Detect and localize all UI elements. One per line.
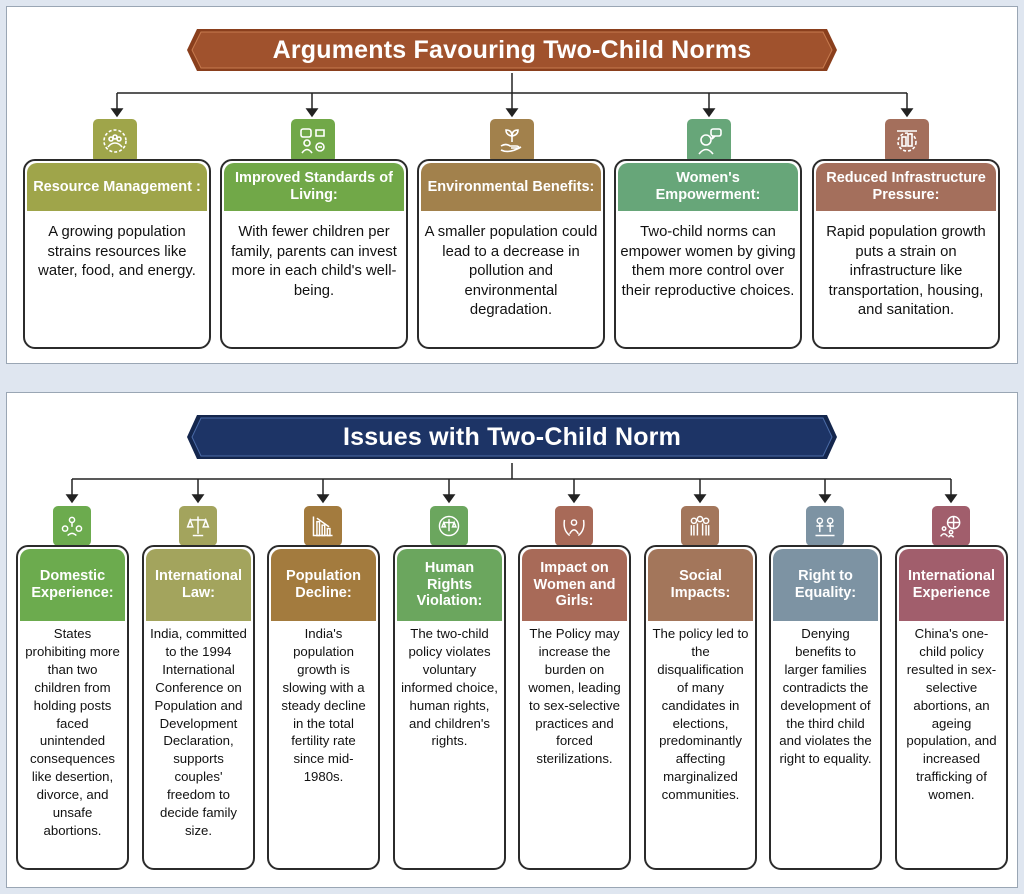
- gear-people-icon: [93, 119, 137, 163]
- declining-chart-icon: [304, 506, 342, 546]
- card-title: Human Rights Violation:: [397, 549, 502, 621]
- card-text: India's population growth is slowing with a steady decline in the total fertility rate since mid-1980s.: [281, 626, 366, 785]
- card-text: A growing population strains resources like water, food, and energy.: [38, 224, 196, 280]
- card-text: Two-child norms can empower women by giving them more control over their reproductive choices.: [620, 224, 796, 299]
- top-banner-title: Arguments Favouring Two-Child Norms: [272, 35, 752, 64]
- card-text: A smaller population could lead to a decrease in pollution and environmental degradation.: [424, 224, 598, 319]
- equality-people-icon: [806, 506, 844, 546]
- top-banner: [185, 25, 839, 75]
- card-domestic-experience: [16, 545, 129, 870]
- card-international-experience: [895, 545, 1008, 870]
- card-text: Denying benefits to larger families contradicts the development of the third child and violates the right to equality.: [779, 626, 872, 767]
- family-lifestyle-icon: [291, 119, 335, 163]
- bottom-banner: [185, 411, 839, 463]
- card-title: Women's Empowerment:: [618, 163, 798, 211]
- card-text: The two-child policy violates voluntary informed choice, human rights, and children's rights.: [401, 626, 498, 749]
- card-title: Reduced Infrastructure Pressure:: [816, 163, 996, 211]
- card-text: States prohibiting more than two children from holding posts faced unintended consequences like desertion, divorce, and unsafe abortions.: [25, 626, 120, 838]
- card-text: Rapid population growth puts a strain on infrastructure like transportation, housing, and sanitation.: [826, 224, 986, 319]
- globe-people-icon: [932, 506, 970, 546]
- card-title: International Law:: [146, 549, 251, 621]
- card-impact-on-women-and-girls: [518, 545, 631, 870]
- card-title: Social Impacts:: [648, 549, 753, 621]
- card-text: China's one-child policy resulted in sex-selective abortions, an ageing population, and increased trafficking of women.: [906, 626, 997, 803]
- card-text: The Policy may increase the burden on women, leading to sex-selective practices and forced sterilizations.: [528, 626, 621, 767]
- card-right-to-equality: [769, 545, 882, 870]
- card-international-law: [142, 545, 255, 870]
- card-title: Domestic Experience:: [20, 549, 125, 621]
- family-circle-icon: [53, 506, 91, 546]
- card-population-decline: [267, 545, 380, 870]
- scales-icon: [179, 506, 217, 546]
- issues-panel: [6, 392, 1018, 888]
- card-environmental-benefits: [417, 159, 605, 349]
- card-reduced-infrastructure-pressure: [812, 159, 1000, 349]
- card-title: International Experience: [899, 549, 1004, 621]
- card-text: With fewer children per family, parents can invest more in each child's well-being.: [231, 224, 397, 299]
- card-title: Right to Equality:: [773, 549, 878, 621]
- card-title: Environmental Benefits:: [421, 163, 601, 211]
- protected-women-icon: [555, 506, 593, 546]
- card-improved-standards-of-living: [220, 159, 408, 349]
- card-resource-management: [23, 159, 211, 349]
- hand-plant-icon: [490, 119, 534, 163]
- card-womens-empowerment: [614, 159, 802, 349]
- infrastructure-gear-icon: [885, 119, 929, 163]
- card-title: Population Decline:: [271, 549, 376, 621]
- card-title: Resource Management :: [27, 163, 207, 211]
- card-text: India, committed to the 1994 International Conference on Population and Development Declaration, supports couples' freedom to decide family size.: [150, 626, 247, 838]
- arguments-panel: [6, 6, 1018, 364]
- bottom-banner-title: Issues with Two-Child Norm: [342, 422, 682, 451]
- card-text: The policy led to the disqualification of many candidates in elections, predominantly affecting marginalized communities.: [652, 626, 749, 803]
- woman-speech-icon: [687, 119, 731, 163]
- card-title: Improved Standards of Living:: [224, 163, 404, 211]
- justice-scale-icon: [430, 506, 468, 546]
- card-human-rights-violation: [393, 545, 506, 870]
- card-title: Impact on Women and Girls:: [522, 549, 627, 621]
- people-group-icon: [681, 506, 719, 546]
- card-social-impacts: [644, 545, 757, 870]
